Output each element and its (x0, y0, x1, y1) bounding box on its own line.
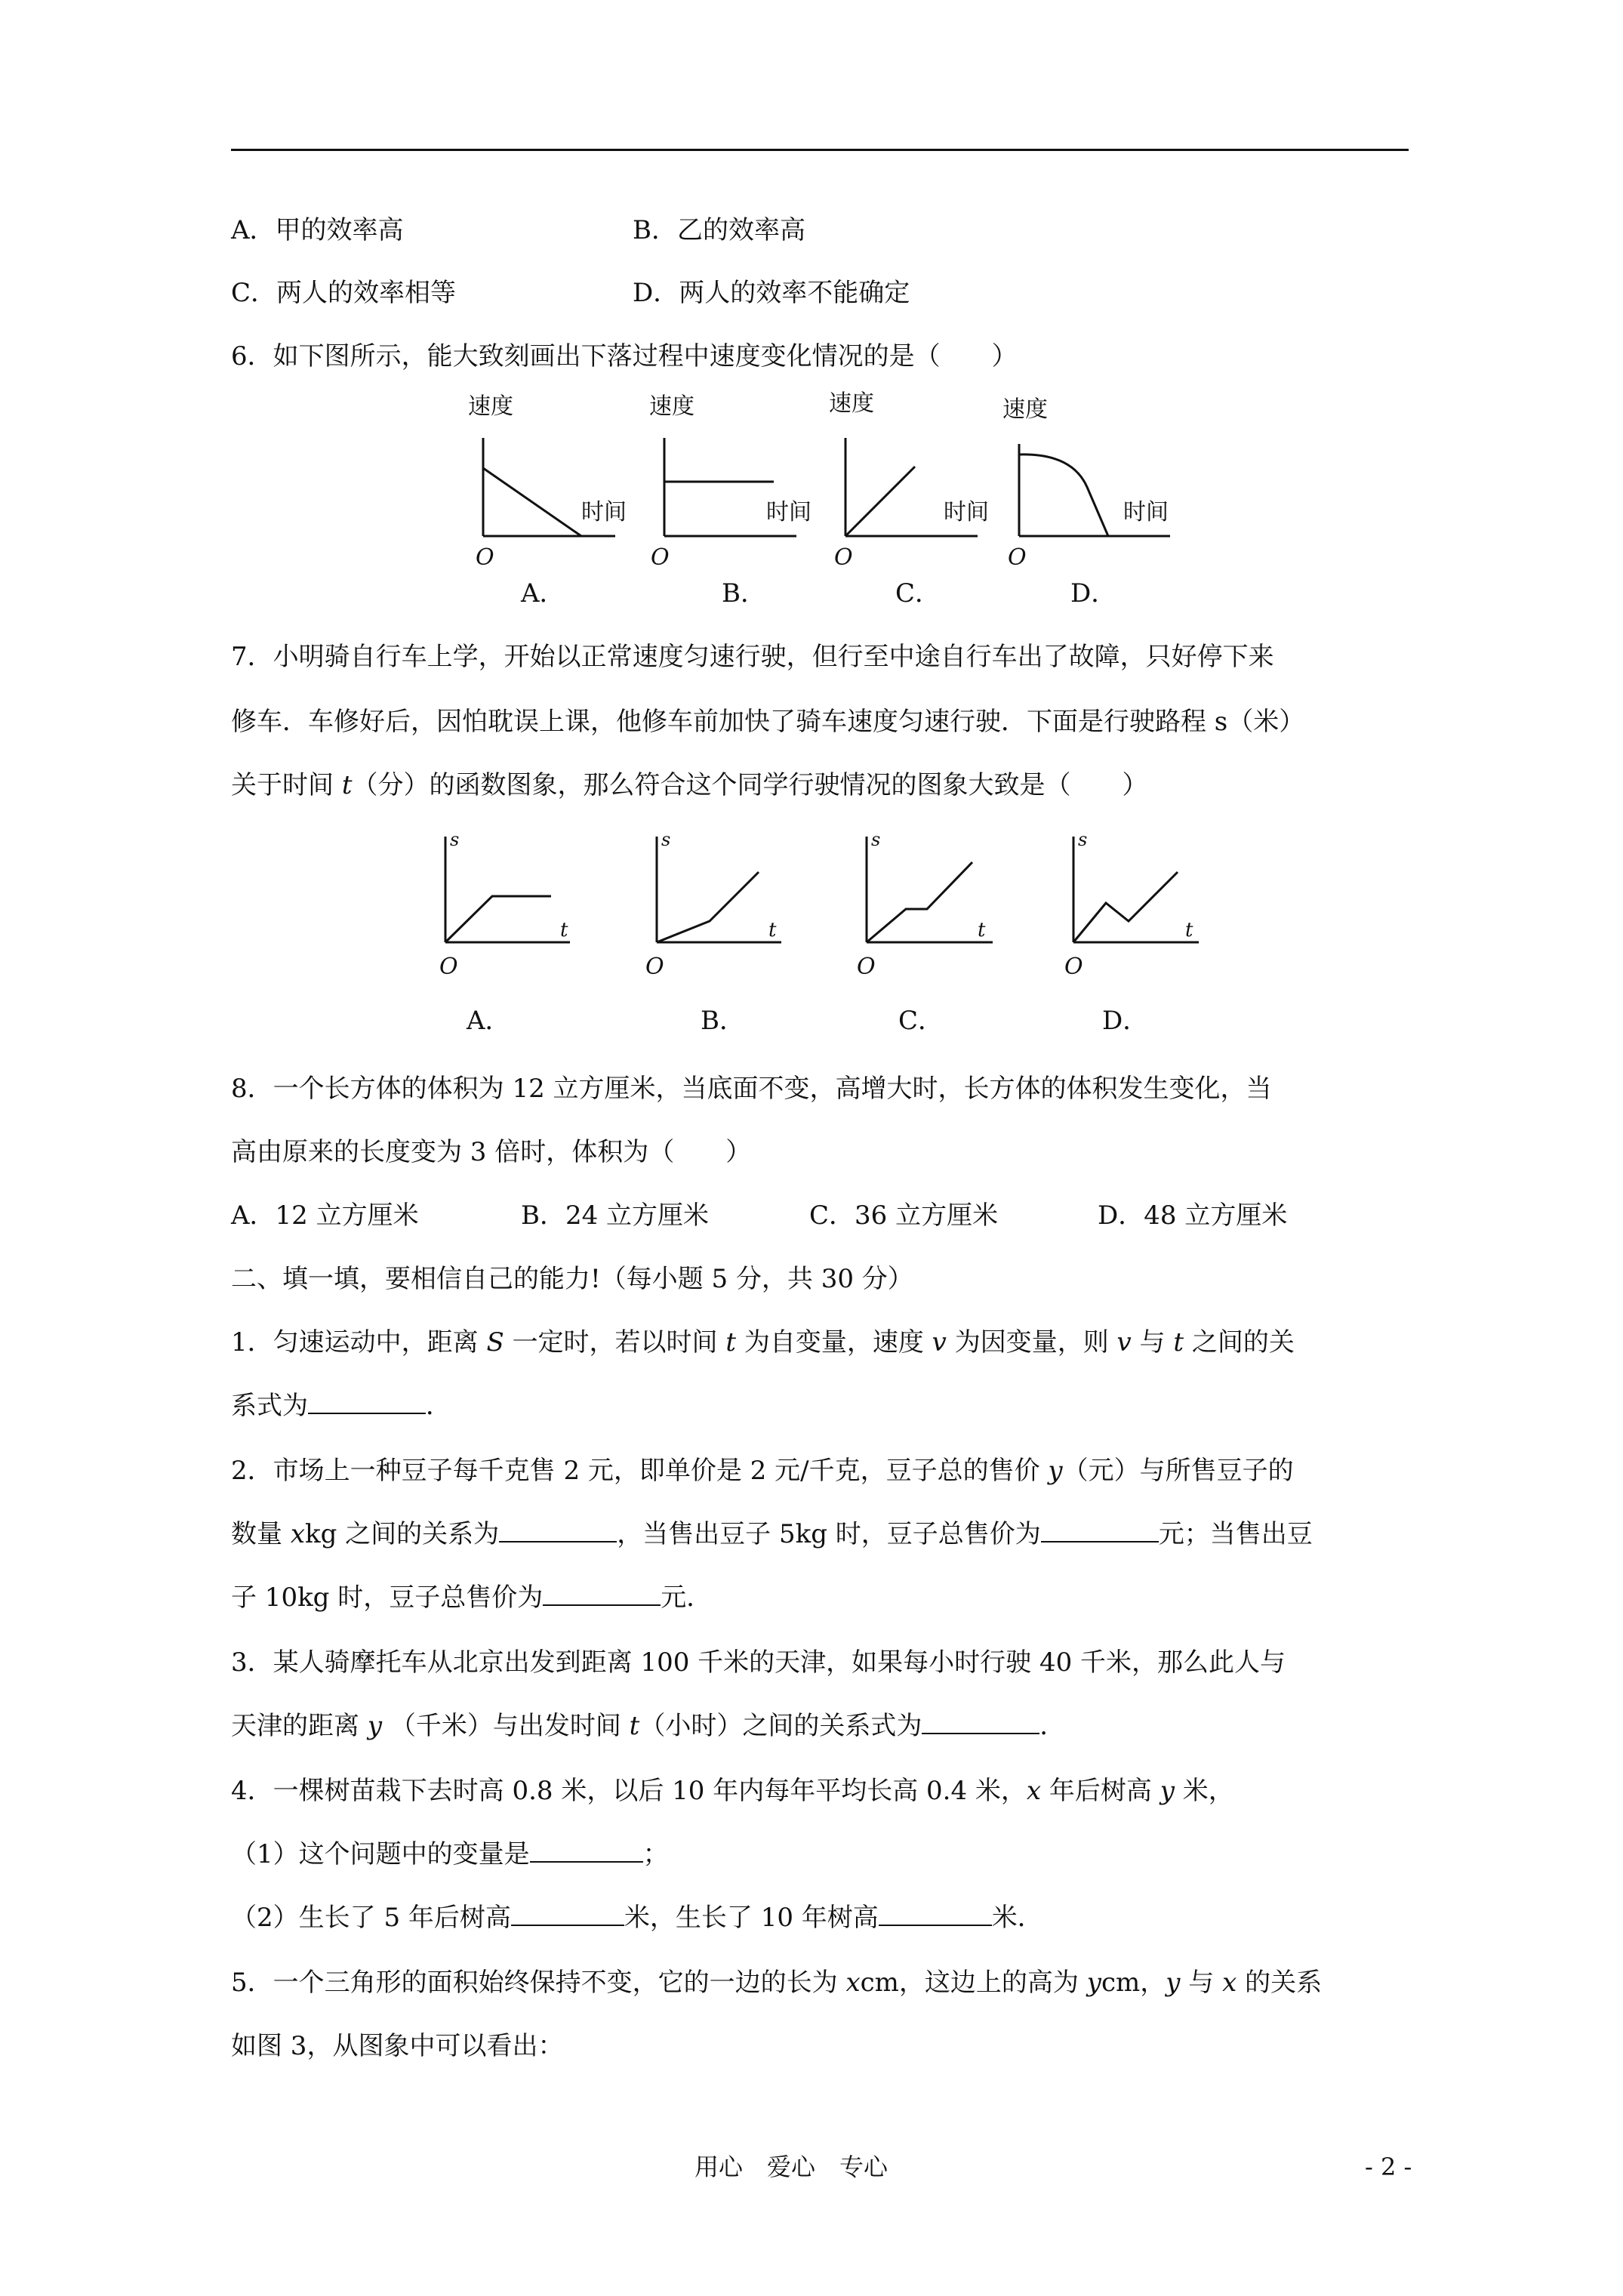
f2-answer-blank-1[interactable] (499, 1518, 617, 1542)
footer-motto: 用心 爱心 专心 (694, 2153, 888, 2181)
q6-a-y-label: 速度 (468, 393, 513, 420)
q7-graph-b (645, 829, 781, 980)
q6-d-x-label: 时间 (1123, 499, 1169, 525)
header-rule (231, 149, 1409, 151)
q7-graph-a (439, 829, 570, 980)
f2-line-1: 2．市场上一种豆子每千克售 2 元，即单价是 2 元/千克，豆子总的售价 y（元）与所售豆子的 (231, 1456, 1294, 1486)
q7-d-origin: O (1064, 954, 1083, 980)
q6-label-d: D． (1070, 578, 1117, 609)
q7-label-d: D． (1102, 1006, 1149, 1036)
q7-label-a: A． (467, 1006, 511, 1036)
q6-label-a: A． (521, 578, 565, 609)
q7-d-y-label: s (1078, 829, 1088, 850)
q8-option-a: A．12 立方厘米 (231, 1200, 419, 1231)
q6-c-x-label: 时间 (944, 499, 989, 525)
q6-a-x-label: 时间 (581, 499, 627, 525)
q7-label-b: B． (701, 1006, 745, 1036)
q7-graph-c (857, 829, 993, 980)
q8-line-2: 高由原来的长度变为 3 倍时，体积为（ ） (231, 1137, 752, 1167)
q5-option-b: B．乙的效率高 (633, 215, 805, 245)
f2-answer-blank-2[interactable] (1041, 1518, 1159, 1542)
f2-line-2: 数量 xkg 之间的关系为 ，当售出豆子 5kg 时，豆子总售价为 元；当售出豆 (231, 1519, 1313, 1549)
q7-c-y-label: s (871, 829, 881, 850)
q6-graph-a (468, 393, 627, 571)
q6-graph-b (649, 393, 812, 571)
f2-line-3: 子 10kg 时，豆子总售价为 元． (231, 1583, 713, 1613)
q6-label-c: C． (895, 578, 941, 609)
q6-b-y-label: 速度 (649, 393, 694, 420)
q7-a-y-label: s (450, 829, 460, 850)
q7-d-x-label: t (1185, 919, 1193, 942)
q7-label-c: C． (898, 1006, 944, 1036)
q7-graphs (423, 831, 1223, 989)
q7-line-3: 关于时间 t（分）的函数图象，那么符合这个同学行驶情况的图象大致是（ ） (231, 770, 1148, 800)
f4-answer-blank-3[interactable] (879, 1902, 992, 1926)
q6-graphs (453, 390, 1208, 571)
f3-answer-blank[interactable] (922, 1710, 1039, 1734)
q6-c-y-label: 速度 (829, 390, 874, 417)
f1-line-1: 1．匀速运动中，距离 S 一定时，若以时间 t 为自变量，速度 v 为因变量，则 v 与 t 之间的关 (231, 1327, 1295, 1358)
q6-graph-c (829, 390, 989, 571)
q7-line-2: 修车．车修好后，因怕耽误上课，他修车前加快了骑车速度匀速行驶．下面是行驶路程 s（米） (231, 707, 1305, 737)
q7-b-origin: O (645, 954, 664, 980)
q6-d-origin: O (1008, 544, 1027, 571)
q5-option-a: A．甲的效率高 (231, 215, 404, 245)
q6-b-x-label: 时间 (766, 499, 812, 525)
f4-line-1: 4．一棵树苗栽下去时高 0.8 米，以后 10 年内每年平均长高 0.4 米，x 年后树高 y 米， (231, 1776, 1234, 1806)
q7-graph-d (1064, 829, 1199, 980)
q8-option-d: D．48 立方厘米 (1098, 1200, 1288, 1231)
q7-b-x-label: t (768, 919, 777, 942)
q6-c-origin: O (834, 544, 853, 571)
f2-answer-blank-3[interactable] (543, 1582, 661, 1606)
f1-answer-blank[interactable] (308, 1390, 426, 1414)
f5-line-1: 5．一个三角形的面积始终保持不变，它的一边的长为 xcm，这边上的高为 ycm，y 与 x 的关系 (231, 1968, 1323, 1998)
q7-a-x-label: t (560, 919, 568, 942)
q7-line-1: 7．小明骑自行车上学，开始以正常速度匀速行驶，但行至中途自行车出了故障，只好停下来 (231, 642, 1274, 672)
q5-option-c: C．两人的效率相等 (231, 278, 457, 308)
q8-option-b: B．24 立方厘米 (521, 1200, 710, 1231)
q5-option-d: D．两人的效率不能确定 (633, 278, 910, 308)
f3-line-1: 3．某人骑摩托车从北京出发到距离 100 千米的天津，如果每小时行驶 40 千米，那么此人与 (231, 1647, 1286, 1678)
q7-a-origin: O (439, 954, 458, 980)
q6-graph-d (1002, 396, 1170, 571)
q7-b-y-label: s (661, 829, 671, 850)
q8-option-c: C．36 立方厘米 (809, 1200, 999, 1231)
q8-line-1: 8．一个长方体的体积为 12 立方厘米，当底面不变，高增大时，长方体的体积发生变化，当 (231, 1074, 1272, 1104)
f1-line-2: 系式为 ． (231, 1391, 451, 1421)
f4-sub-2: （2）生长了 5 年后树高 米，生长了 10 年树高 米． (231, 1903, 1043, 1933)
page-number: - 2 - (1365, 2153, 1412, 2181)
f3-line-2: 天津的距离 y （千米）与出发时间 t（小时）之间的关系式为 ． (231, 1711, 1066, 1741)
q7-c-x-label: t (978, 919, 986, 942)
q6-a-origin: O (476, 544, 494, 571)
q7-c-origin: O (857, 954, 876, 980)
q6-b-origin: O (651, 544, 670, 571)
f4-answer-blank-2[interactable] (511, 1902, 624, 1926)
f5-line-2: 如图 3，从图象中可以看出： (231, 2031, 564, 2061)
q6-label-b: B． (722, 578, 766, 609)
q6-d-y-label: 速度 (1002, 396, 1048, 423)
f4-answer-blank-1[interactable] (530, 1838, 643, 1863)
section-2-heading: 二、填一填，要相信自己的能力!（每小题 5 分，共 30 分） (231, 1264, 913, 1294)
f4-sub-1: （1）这个问题中的变量是 ； (231, 1839, 669, 1869)
q6-stem: 6．如下图所示，能大致刻画出下落过程中速度变化情况的是（ ） (231, 341, 1018, 371)
